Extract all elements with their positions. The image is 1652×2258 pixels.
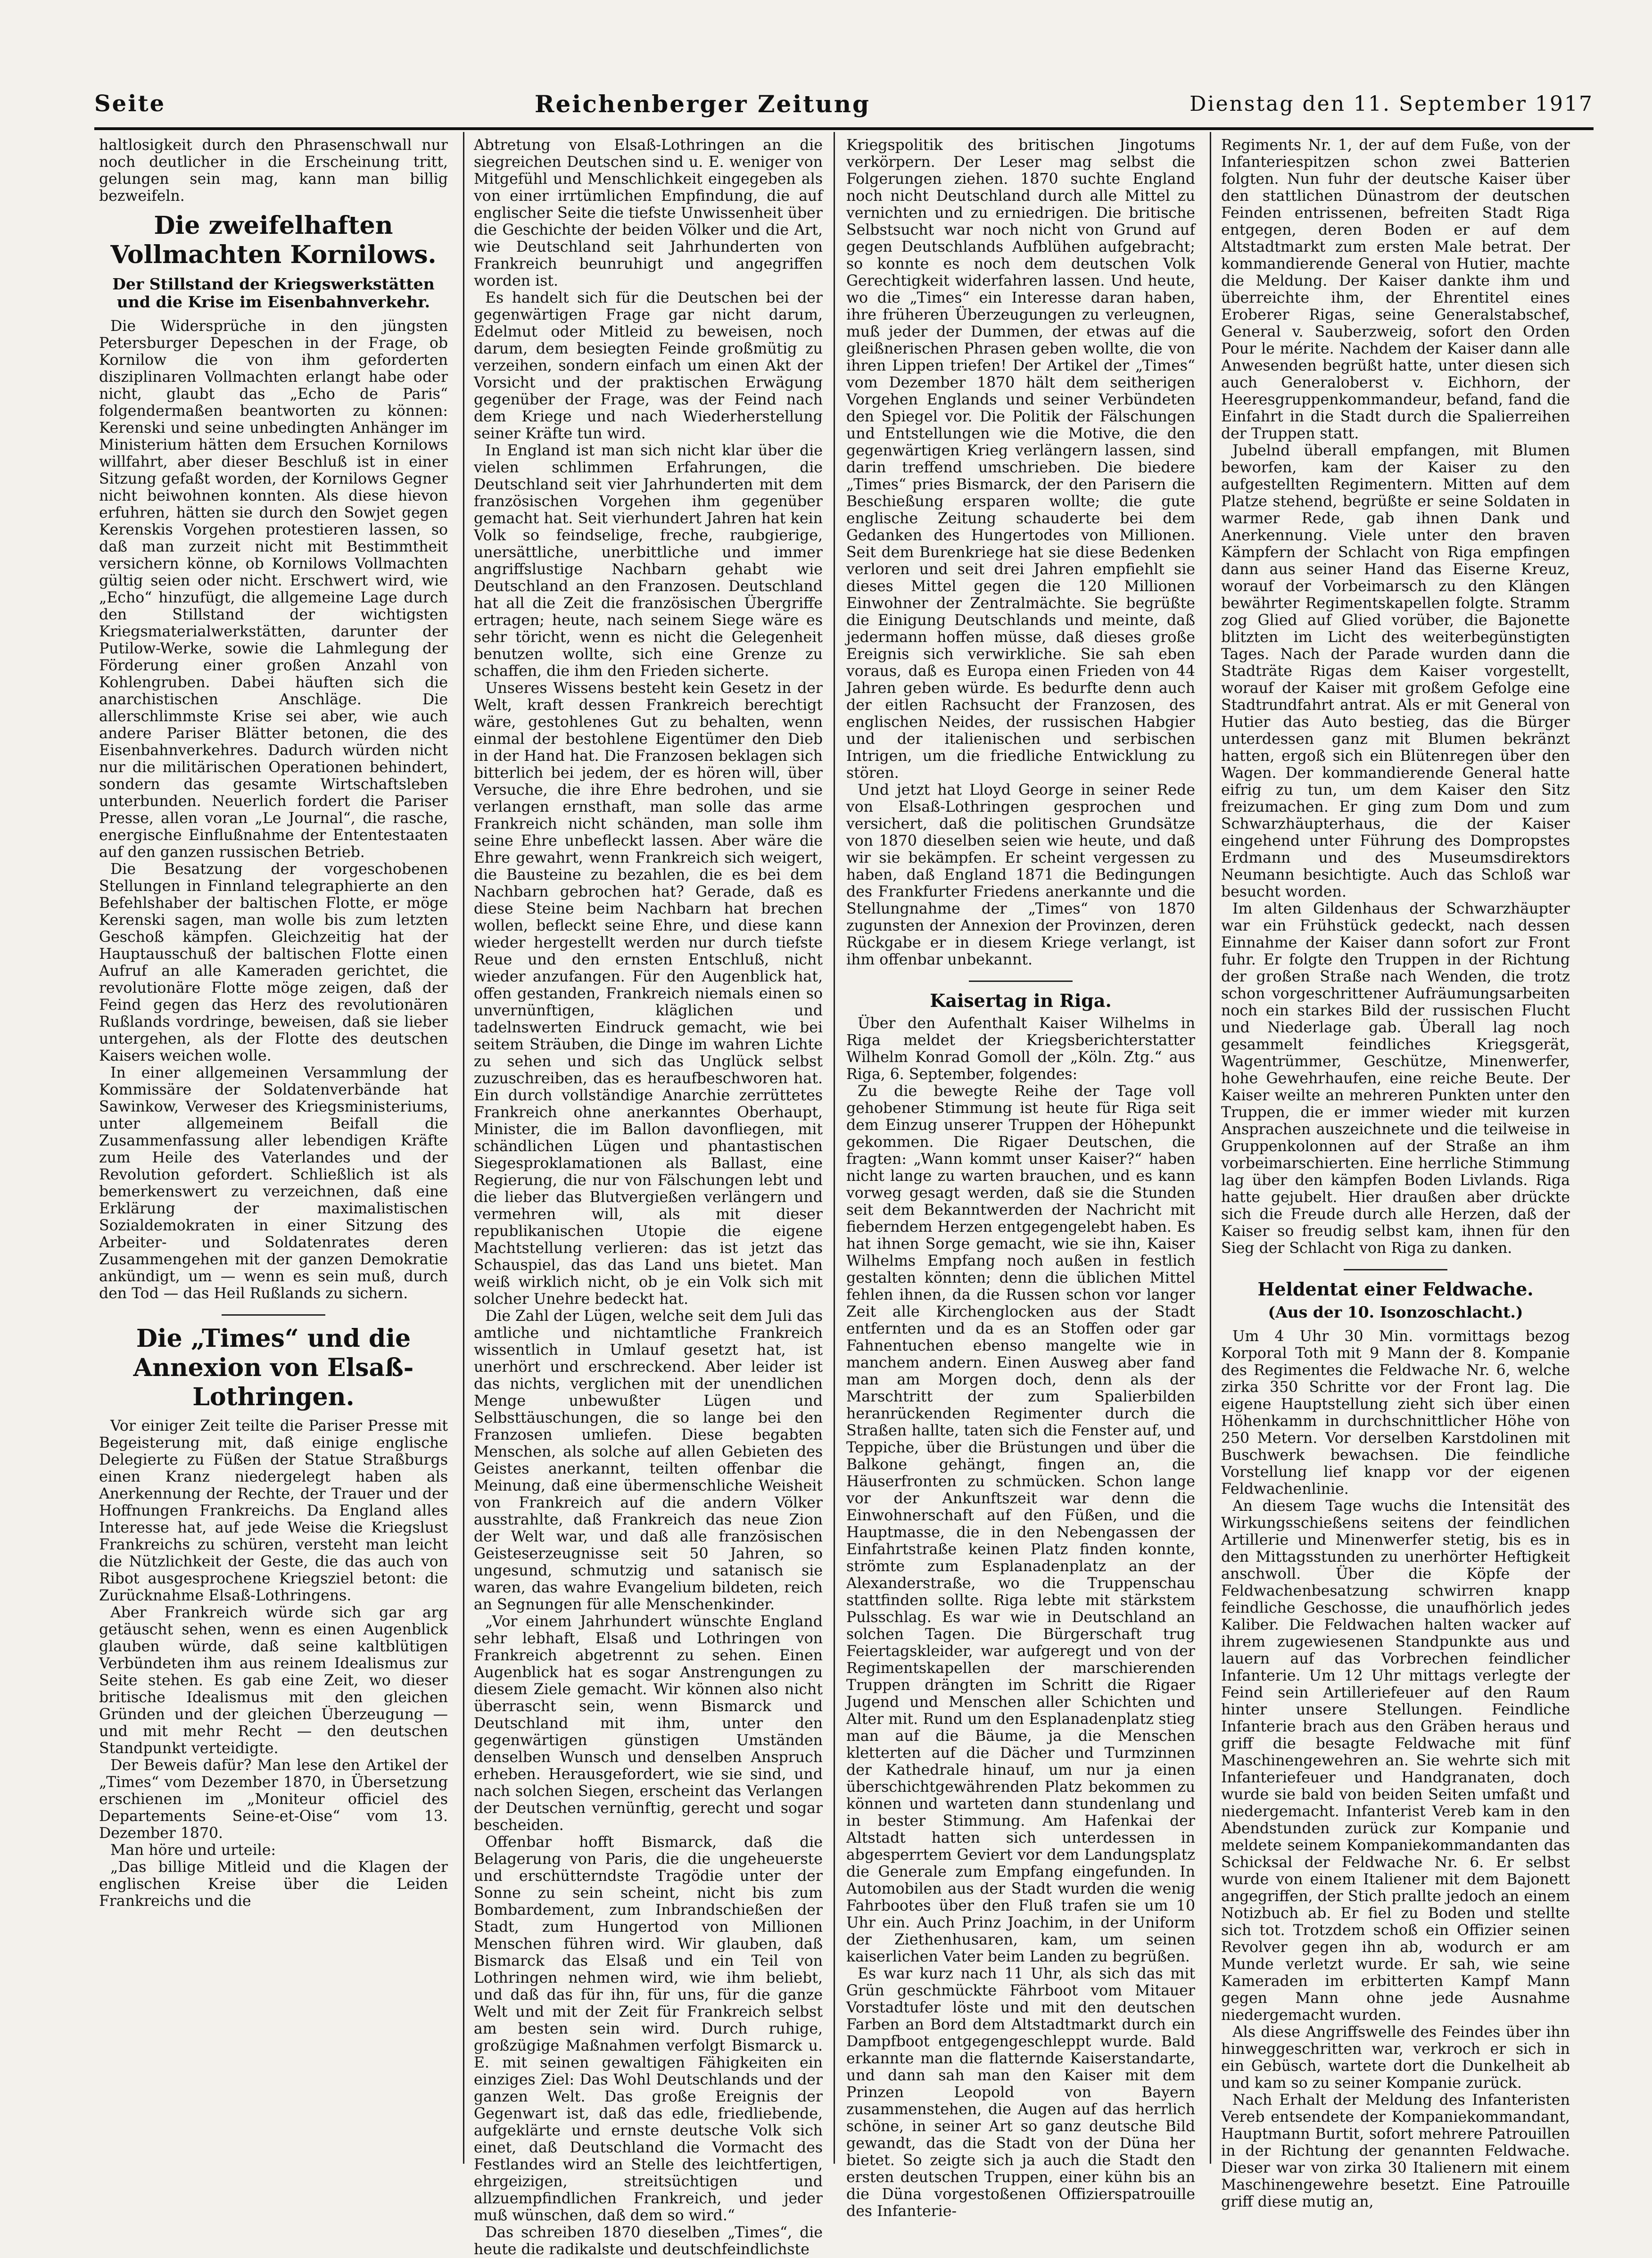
paragraph: Man höre und urteile: — [110, 1842, 276, 1859]
column-1 — [99, 137, 448, 2164]
issue-date: Dienstag den 11. September 1917 — [1189, 91, 1594, 116]
article-headline: Die „Times“ und die Annexion von Elsaß-Lothringen. — [133, 1324, 414, 1411]
article-subheadline: Der Stillstand der Kriegswerkstätten und die Krise im Eisenbahnverkehr. — [112, 275, 435, 311]
article-headline: Kaisertag in Riga. — [930, 990, 1112, 1011]
paragraph: Aber Frankreich würde sich gar arg getäuscht sehen, wenn es einen Augenblick glauben würde, daß seine kaltblütigen Verbündeten ihm aus reinem Idealismus zur Seite stehen. Es gab eine Zeit, wo dieser britische Idealismus mit den gleichen Gründen und der gleichen Überzeugung — und mit mehr Recht — den deutschen Standpunkt verteidigte. — [99, 1604, 448, 1757]
article-subheadline: (Aus der 10. Isonzoschlacht.) — [1268, 1303, 1523, 1321]
masthead-rule — [94, 127, 1594, 130]
paragraph: An diesem Tage wuchs die Intensität des Wirkungsschießens seitens der feindlichen Artillerie und Minenwerfer stetig, bis es in den Mittagsstunden zu unerhörter Heftigkeit anschwoll. Über die Köpfe der Feldwachenbesatzung schwirren knapp feindliche Geschosse, die unaufhörlich jedes Kaliber. Die Feldwachen halten wacker auf ihrem zugewiesenen Standpunkte aus und lauern auf das Vorbrechen feindlicher Infanterie. Um 12 Uhr mittags verlegte der Feind sein Artilleriefeuer auf den Raum hinter unsere Stellungen. Feindliche Infanterie brach aus den Gräben heraus und griff die besagte Feldwache mit fünf Maschinengewehren an. Sie wehrte sich mit Infanteriefeuer und Handgranaten, doch wurde sie bald von beiden Seiten umfaßt und niedergemacht. Infanterist Vereb kam in den Abendstunden zurück zur Kompanie und meldete seinem Kompaniekommandanten das Schicksal der Feldwache Nr. 6. Er selbst wurde von einem Italiener mit dem Bajonett angegriffen, der Stich prallte jedoch an einem Notizbuch ab. Er fiel zu Boden und stellte sich tot. Trotzdem schoß ein Offizier seinen Revolver gegen ihn ab, wodurch er am Munde verletzt wurde. Er sah, wie seine Kameraden im erbitterten Kampf Mann gegen Mann ohne jede Ausnahme niedergemacht wurden. — [1221, 1498, 1570, 2024]
paragraph: Regiments Nr. 1, der auf dem Fuße, von der Infanteriespitzen schon zwei Batterien folgten. Nun fuhr der deutsche Kaiser über den stattlichen Dünastrom der deutschen Feinden entrissenen, befreiten Stadt Riga entgegen, deren Boden er auf dem Altstadtmarkt zum ersten Male betrat. Der kommandierende General von Hutier, machte die Meldung. Der Kaiser dankte ihm und überreichte ihm, der Ehrentitel eines Eroberer Rigas, seine Generalstabschef, General v. Sauberzweig, sofort den Orden Pour le mérite. Nachdem der Kaiser dann alle Anwesenden begrüßt hatte, unter diesen sich auch Generaloberst v. Eichhorn, der Heeresgruppenkommandeur, befand, fand die Einfahrt in die Stadt durch die Spalierreihen der Truppen statt. — [1221, 137, 1570, 442]
paragraph: Als diese Angriffswelle des Feindes über ihn hinweggeschritten war, verkroch er sich in ein Gebüsch, wartete dort die Dunkelheit ab und kam so zu seiner Kompanie zurück. — [1221, 2024, 1570, 2092]
paragraph: Die Zahl der Lügen, welche seit dem Juli das amtliche und nichtamtliche Frankreich wissentlich in Umlauf gesetzt hat, ist unerhört und erschreckend. Aber leider ist das nichts, verglichen mit der unendlichen Menge unbewußter Lügen und Selbsttäuschungen, die so lange bei den Franzosen umliefen. Diese begabten Menschen, als solche auf allen Gebieten des Geistes anerkannt, teilten offenbar die Meinung, daß eine übermenschliche Weisheit von Frankreich auf die andern Völker ausstrahlte, daß Frankreich das neue Zion der Welt war, und daß alle französischen Geisteserzeugnisse seit 50 Jahren, so ungesund, schmutzig und satanisch sie waren, das wahre Evangelium bildeten, reich an Segnungen für alle Menschenkinder. — [474, 1308, 823, 1613]
section-rule — [969, 981, 1073, 982]
article-headline: Heldentat einer Feldwache. — [1257, 1278, 1534, 1300]
paragraph: Die Besatzung der vorgeschobenen Stellungen in Finnland telegraphierte an den Befehlshaber der baltischen Flotte, er möge Kerenski sagen, man wolle bis zum letzten Geschoß kämpfen. Gleichzeitig hat der Hauptausschuß der baltischen Flotte einen Aufruf an alle Kameraden gerichtet, die revolutionäre Flotte möge zeigen, daß der Feind gegen das Herz des revolutionären Rußlands vordringe, beweisen, daß sie lieber untergehen, als der Flotte des deutschen Kaisers weichen wolle. — [99, 861, 448, 1064]
paragraph: Zu die bewegte Reihe der Tage voll gehobener Stimmung ist heute für Riga seit dem Einzug unserer Truppen der Höhepunkt gekommen. Die Rigaer Deutschen, die fragten: „Wann kommt unser Kaiser?“ haben nicht lange zu warten brauchen, und es kann vorweg gesagt werden, daß sie die Stunden seit dem Bekanntwerden der Nachricht mit fieberndem Herzen entgegengelebt haben. Es hat ihnen Sorge gemacht, wie sie ihn, Kaiser Wilhelms Empfang noch außen in festlich gestalten könnten; denn die üblichen Mittel fehlen ihnen, da die Russen schon vor langer Zeit alle Kirchenglocken aus der Stadt entfernten und da es an Stoffen oder gar Fahnentuchen ebenso mangelte wie in manchem andern. Einen Ausweg aber fand man am Morgen doch, denn als der Marschtritt der zum Spalierbilden heranrückenden Regimenter durch die Straßen hallte, taten sich die Fenster auf, und Teppiche, über die Brüstungen und über die Balkone gehängt, fingen an, die Häuserfronten zu schmücken. Schon lange vor der Ankunftszeit war denn die Einwohnerschaft auf den Füßen, und die Hauptmasse, die in den Nebengassen der Einfahrtstraße keinen Platz finden konnte, strömte zum Esplanadenplatz an der Alexanderstraße, wo die Truppenschau stattfinden sollte. Riga lebte mit stärkstem Pulsschlag. Es war wie in Deutschland an solchen Tagen. Die Bürgerschaft trug Feiertagskleider, war aufgeregt und von der Regimentskapellen der marschierenden Truppen drängten im Schritt die Rigaer Jugend und Menschen aller Schichten und Alter mit. Rund um den Esplanadenplatz stieg man auf die Bäume, ja die Menschen kletterten auf die Dächer und Turmzinnen der Kathedrale hinauf, um nur ja einen überschichtgewährenden Platz bekommen zu können und warteten dann stundenlang und in bester Stimmung. Am Hafenkai der Altstadt hatten sich unterdessen in abgesperrtem Geviert vor dem Landungsplatz die Generale zum Empfang eingefunden. In Automobilen aus der Stadt wurden die wenig Fahrbootes über den Fluß trafen sie um 10 Uhr ein. Auch Prinz Joachim, in der Uniform der Ziethenhusaren, kam, um seinen kaiserlichen Vater beim Landen zu begrüßen. — [846, 1083, 1195, 1965]
article-headline: Die zweifelhaften Vollmachten Kornilows. — [110, 211, 437, 269]
paragraph: Das schreiben 1870 dieselben „Times“, die heute die radikalste und deutschfeindlichste — [474, 2224, 823, 2258]
section-rule — [222, 1314, 325, 1316]
paragraph: „Vor einem Jahrhundert wünschte England sehr lebhaft, Elsaß und Lothringen von Frankreich abgetrennt zu sehen. Einen Augenblick hat es sogar Anstrengungen zu diesem Ziele gemacht. Wir können also nicht überrascht sein, wenn Bismarck und Deutschland mit ihm, unter den gegenwärtigen günstigen Umständen denselben Wunsch und denselben Anspruch erheben. Herausgefordert, wie sie sind, und nach solchen Siegen, erscheint das Verlangen der Deutschen vernünftig, gerecht und sogar bescheiden. — [474, 1613, 823, 1834]
column-divider — [1210, 132, 1211, 2164]
column-3 — [846, 137, 1195, 2220]
paragraph: Unseres Wissens besteht kein Gesetz in der Welt, kraft dessen Frankreich berechtigt wäre, gestohlenes Gut zu behalten, wenn einmal der bestohlene Eigentümer den Dieb in der Hand hat. Die Franzosen beklagen sich bitterlich bei jedem, der es hören will, über Versuche, die ihre Ehre bedrohen, und sie verlangen ernsthaft, man solle das arme Frankreich nicht schänden, man solle ihm seine Ehre unbefleckt lassen. Aber wäre die Ehre gewahrt, wenn Frankreich sich weigert, die Bausteine zu bezahlen, die es bei dem Nachbarn gebrochen hat? Gerade, daß es diese Steine beim Nachbarn hat brechen wollen, befleckt seine Ehre, und diese kann wieder hergestellt werden nur durch tiefste Reue und den ernsten Entschluß, nicht wieder anzufangen. Für den Augenblick hat, offen gestanden, Frankreich niemals einen so unvernünftigen, kläglichen und tadelnswerten Eindruck gemacht, wie bei seitem Sträuben, die Dinge im wahren Lichte zu sehen und sich das Unglück selbst zuzuschreiben, das es heraufbeschworen hat. Ein durch vollständige Anarchie zerrüttetes Frankreich ohne anerkanntes Oberhaupt, Minister, die im Ballon davonfliegen, mit schändlichen Lügen und phantastischen Siegesproklamationen als Ballast, eine Regierung, die nur von Fälschungen lebt und die lieber das Blutvergießen verlängern und vermehren will, als mit dieser republikanischen Utopie die eigene Machtstellung verlieren: das ist jetzt das Schauspiel, das das Land uns bietet. Man weiß wirklich nicht, ob je ein Volk sich mit solcher Unehre bedeckt hat. — [474, 680, 823, 1308]
masthead — [94, 85, 1594, 123]
paragraph: Es war kurz nach 11 Uhr, als sich das mit Grün geschmückte Fährboot vom Mitauer Vorstadtufer löste und mit den deutschen Farben an Bord dem Altstadtmarkt durch ein Dampfboot entgegengeschleppt wurde. Bald erkannte man die flatternde Kaiserstandarte, und dann sah man den Kaiser mit dem Prinzen Leopold von Bayern zusammenstehen, die Augen auf das herrlich schöne, in seiner Art so ganz deutsche Bild gewandt, das die Stadt von der Düna her bietet. So zeigte sich ja auch die Stadt den ersten deutschen Truppen, einer kühn bis an die Düna vorgestoßenen Offizierspatrouille des Infanterie- — [846, 1965, 1195, 2220]
paragraph: „Das billige Mitleid und die Klagen der englischen Kreise über die Leiden Frankreichs und die — [99, 1859, 448, 1910]
paragraph: Im alten Gildenhaus der Schwarzhäupter war ein Frühstück gedeckt, nach dessen Einnahme der Kaiser dann sofort zur Front fuhr. Er folgte den Truppen in der Richtung der großen Straße nach Wenden, die trotz schon vorgeschrittener Aufräumungsarbeiten noch ein starkes Bild der russischen Flucht und Niederlage gab. Überall lag noch gesammelt feindliches Kriegsgerät, Wagentrümmer, Geschütze, Minenwerfer, hohe Gewehrhaufen, eine reiche Beute. Der Kaiser weilte an mehreren Punkten unter den Truppen, die er immer wieder mit kurzen Ansprachen auszeichnete und die teilweise in Gruppenkolonnen auf der Straße an ihm vorbeimarschierten. Eine herrliche Stimmung lag über den kämpfen Boden Livlands. Riga hatte gejubelt. Hier draußen aber drückte sich die Freude durch alle Herzen, daß der Kaiser so freudig selbst kam, ihnen für den Sieg der Schlacht von Riga zu danken. — [1221, 900, 1570, 1257]
column-2 — [474, 137, 823, 2258]
column-divider — [834, 132, 835, 2164]
paragraph: Offenbar hofft Bismarck, daß die Belagerung von Paris, die die ungeheuerste und erschütterndste Tragödie unter der Sonne zu sein scheint, nicht bis zum Bombardement, zum Inbrandschießen der Stadt, zum Hungertod von Millionen Menschen führen wird. Wir glauben, daß Bismarck das Elsaß und ein Teil von Lothringen nehmen wird, wie ihm beliebt, und daß das für ihn, für uns, für die ganze Welt und mit der Zeit für Frankreich selbst am besten sein wird. Durch ruhige, großzügige Maßnahmen verfolgt Bismarck u. E. mit seinen gewaltigen Fähigkeiten ein einziges Ziel: Das Wohl Deutschlands und der ganzen Welt. Das große Ereignis der Gegenwart ist, daß das edle, friedliebende, aufgeklärte und ernste deutsche Volk sich einet, daß Deutschland die Vormacht des Festlandes wird an Stelle des leichtfertigen, ehrgeizigen, streitsüchtigen und allzuempfindlichen Frankreich, und jeder muß wünschen, daß dem so wird.“ — [474, 1834, 823, 2224]
section-rule — [1344, 1269, 1447, 1270]
page-number: Seite — [94, 91, 166, 117]
paragraph: Die Widersprüche in den jüngsten Petersburger Depeschen in der Frage, ob Kornilow die von ihm geforderten disziplinaren Vollmachten erlangt habe oder nicht, glaubt das „Echo de Paris“ folgendermaßen beantworten zu können: Kerenski und seine unbedingten Anhänger im Ministerium hätten dem Ersuchen Kornilows willfahrt, aber dieser Beschluß ist in einer Sitzung gefaßt worden, der Kornilows Gegner nicht beiwohnen konnten. Als diese hievon erfuhren, hätten sie durch den Sowjet gegen Kerenskis Vorgehen protestieren lassen, so daß man zurzeit nicht mit Bestimmtheit versichern könne, ob Kornilows Vollmachten gültig seien oder nicht. Erschwert wird, wie „Echo“ hinzufügt, die allgemeine Lage durch den Stillstand der wichtigsten Kriegsmaterialwerkstätten, darunter der Putilow-Werke, sowie die Lahmlegung der Förderung einer großen Anzahl von Kohlengruben. Dabei häuften sich die anarchistischen Anschläge. Die allerschlimmste Krise sei aber, wie auch andere Pariser Blätter betonen, die des Eisenbahnverkehres. Dadurch würden nicht nur die militärischen Operationen behindert, sondern das gesamte Wirtschaftsleben unterbunden. Neuerlich fordert die Pariser Presse, allen voran „Le Journal“, die rasche, energische Einflußnahme der Ententestaaten auf den ganzen russischen Betrieb. — [99, 318, 448, 861]
paragraph: Vor einiger Zeit teilte die Pariser Presse mit Begeisterung mit, daß einige englische Delegierte zu Füßen der Statue Straßburgs einen Kranz niedergelegt haben als Anerkennung der Rechte, der Trauer und der Hoffnungen Frankreichs. Da England alles Interesse hat, auf jede Weise die Kriegslust Frankreichs zu schüren, versteht man leicht die Nützlichkeit der Geste, die das auch von Ribot ausgesprochene Kriegsziel betont: die Zurücknahme Elsaß-Lothringens. — [99, 1417, 448, 1604]
paragraph: Der Beweis dafür? Man lese den Artikel der „Times“ vom Dezember 1870, in Übersetzung erschienen im „Moniteur officiel des Departements Seine-et-Oise“ vom 13. Dezember 1870. — [99, 1757, 448, 1842]
paragraph: Und jetzt hat Lloyd George in seiner Rede von Elsaß-Lothringen gesprochen und versichert, daß die politischen Grundsätze von 1870 dieselben seien wie heute, und daß wir sie bekämpfen. Er scheint vergessen zu haben, daß England 1871 die Bedingungen des Frankfurter Friedens anerkannte und die Stellungnahme der „Times“ von 1870 zugunsten der Annexion der Provinzen, deren Rückgabe er in diesem Kriege verlangt, ist ihm offenbar unbekannt. — [846, 782, 1195, 968]
paragraph: In einer allgemeinen Versammlung der Kommissäre der Soldatenverbände hat Sawinkow, Verweser des Kriegsministeriums, unter allgemeinem Beifall die Zusammenfassung aller lebendigen Kräfte zum Heile des Vaterlandes und der Revolution gefordert. Schließlich ist als bemerkenswert zu verzeichnen, daß eine Erklärung der maximalistischen Sozialdemokraten in einer Sitzung des Arbeiter- und Soldatenrates deren Zusammengehen mit der ganzen Demokratie ankündigt, um — wenn es sein muß, durch den Tod — das Heil Rußlands zu sichern. — [99, 1064, 448, 1302]
paragraph: Abtretung von Elsaß-Lothringen an die siegreichen Deutschen sind u. E. weniger von Mitgefühl und Menschlichkeit eingegeben als von einer irrtümlichen Empfindung, die auf englischer Seite die tiefste Unwissenheit über die Geschichte der beiden Völker und die Art, wie Deutschland seit Jahrhunderten von Frankreich beunruhigt und angegriffen worden ist. — [474, 137, 823, 289]
column-divider — [463, 132, 464, 2164]
paragraph: Es handelt sich für die Deutschen bei der gegenwärtigen Frage gar nicht darum, Edelmut oder Mitleid zu beweisen, noch darum, dem besiegten Feinde großmütig zu verzeihen, sondern einfach um einen Akt der Vorsicht und der praktischen Erwägung gegenüber der Frage, was der Feind nach dem Kriege und nach Wiederherstellung seiner Kräfte tun wird. — [474, 289, 823, 442]
paragraph: Jubelnd überall empfangen, mit Blumen beworfen, kam der Kaiser zu den aufgestellten Regimentern. Mitten auf dem Platze stehend, begrüßte er seine Soldaten in warmer Rede, gab ihnen Dank und Anerkennung. Viele unter den braven Kämpfern der Schlacht von Riga empfingen dann aus seiner Hand das Eiserne Kreuz, worauf der Vorbeimarsch zu den Klängen bewährter Regimentskapellen folgte. Stramm zog Glied auf Glied vorüber, die Bajonette blitzten im Licht des weiterbegünstigten Tages. Nach der Parade wurden dann die Stadträte Rigas dem Kaiser vorgestellt, worauf der Kaiser mit großem Gefolge eine Stadtrundfahrt antrat. Als er mit General von Hutier das Auto bestieg, das die Bürger unterdessen ganz mit Blumen bekränzt hatten, ergoß sich ein Blütenregen über den Wagen. Der kommandierende General hatte eifrig zu tun, um dem Kaiser den Sitz freizumachen. Er ging zum Dom und zum Schwarzhäupterhaus, die der Kaiser eingehend unter Führung des Dompropstes Erdmann und des Museumsdirektors Neumann besichtigte. Auch das Schloß war besucht worden. — [1221, 442, 1570, 900]
paragraph: Um 4 Uhr 30 Min. vormittags bezog Korporal Toth mit 9 Mann der 8. Kompanie des Regimentes die Feldwache Nr. 6, welche zirka 350 Schritte vor der Front lag. Die eigene Hauptstellung zieht sich über einen Höhenkamm in durchschnittlicher Höhe von 250 Metern. Vor derselben Karstdolinen mit Buschwerk bewachsen. Die feindliche Vorstellung lief knapp vor der eigenen Feldwachenlinie. — [1221, 1328, 1570, 1498]
column-4 — [1221, 137, 1570, 2210]
paragraph: In England ist man sich nicht klar über die vielen schlimmen Erfahrungen, die Deutschland seit vier Jahrhunderten mit dem französischen Vorgehen ihm gegenüber gemacht hat. Seit vierhundert Jahren hat kein Volk so feindselige, freche, raubgierige, unersättliche, unerbittliche und immer angriffslustige Nachbarn gehabt wie Deutschland an den Franzosen. Deutschland hat all die Zeit die französischen Übergriffe ertragen; heute, nach seinem Siege wäre es sehr töricht, wenn es nicht die Gelegenheit benutzen wollte, sich eine Grenze zu schaffen, die ihm den Frieden sicherte. — [474, 442, 823, 680]
newspaper-title: Reichenberger Zeitung — [534, 90, 871, 118]
paragraph: haltlosigkeit durch den Phrasenschwall nur noch deutlicher in die Erscheinung tritt, gelungen sein mag, kann man billig bezweifeln. — [99, 137, 448, 205]
paragraph: Nach Erhalt der Meldung des Infanteristen Vereb entsendete der Kompaniekommandant, Hauptmann Burtit, sofort mehrere Patrouillen in der Richtung der genannten Feldwache. Dieser war von zirka 30 Italienern mit einem Maschinengewehre besetzt. Eine Patrouille griff diese mutig an, — [1221, 2092, 1570, 2210]
paragraph: Über den Aufenthalt Kaiser Wilhelms in Riga meldet der Kriegsberichterstatter Wilhelm Konrad Gomoll der „Köln. Ztg.“ aus Riga, 6. September, folgendes: — [846, 1015, 1195, 1083]
paragraph: Kriegspolitik des britischen Jingotums verkörpern. Der Leser mag selbst die Folgerungen ziehen. 1870 suchte England noch nicht Deutschland durch alle Mittel zu vernichten und zu erniedrigen. Die britische Selbstsucht war noch nicht von Grund auf gegen Deutschlands Aufblühen aufgebracht; so konnte es noch dem deutschen Volk Gerechtigkeit widerfahren lassen. Und heute, wo die „Times“ ein Interesse daran haben, ihre früheren Überzeugungen zu verleugnen, muß jeder der Dummen, der etwas auf die gleißnerischen Phrasen geben wollte, die von ihren Lippen triefen! Der Artikel der „Times“ vom Dezember 1870 hält dem seitherigen Vorgehen Englands und seiner Verbündeten den Spiegel vor. Die Politik der Fälschungen und Entstellungen wie die Motive, die den gegenwärtigen Krieg verlängern lassen, sind darin treffend umschrieben. Die biedere „Times“ pries Bismarck, der den Parisern die Beschießung ersparen wollte; die gute englische Zeitung schauderte bei dem Gedanken des Hungertodes von Millionen. Seit dem Burenkriege hat sie diese Bedenken verloren und seit drei Jahren empfiehlt sie dieses Mittel gegen die 120 Millionen Einwohner der Zentralmächte. Sie begrüßte die Einigung Deutschlands und meinte, daß jedermann hoffen müsse, daß dieses große Ereignis sich verwirkliche. Sie sah eben voraus, daß es Europa einen Frieden von 44 Jahren geben würde. Es bedurfte denn auch der eitlen Rachsucht der Franzosen, des englischen Neides, der russischen Habgier und der italienischen und serbischen Intrigen, um die friedliche Entwicklung zu stören. — [846, 137, 1195, 782]
